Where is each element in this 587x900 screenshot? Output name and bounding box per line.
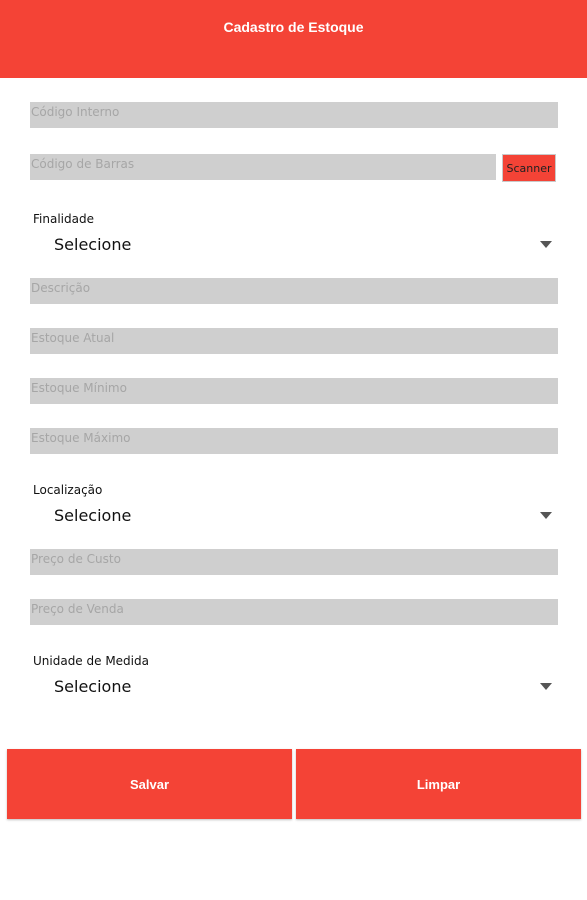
localizacao-value: Selecione bbox=[54, 505, 132, 525]
app-header bbox=[0, 0, 587, 78]
descricao-input[interactable] bbox=[30, 278, 558, 304]
localizacao-select[interactable] bbox=[54, 503, 554, 527]
preco-custo-input[interactable] bbox=[30, 549, 558, 575]
unidade-select[interactable] bbox=[54, 674, 554, 698]
estoque-atual-placeholder: Estoque Atual bbox=[31, 331, 115, 345]
caret-down-icon bbox=[540, 683, 552, 690]
codigo-interno-input[interactable] bbox=[30, 102, 558, 128]
scanner-button[interactable]: Scanner bbox=[502, 154, 556, 182]
codigo-barras-placeholder: Código de Barras bbox=[31, 157, 135, 171]
unidade-value: Selecione bbox=[54, 676, 132, 696]
caret-down-icon bbox=[540, 241, 552, 248]
localizacao-label: Localização bbox=[33, 483, 103, 497]
unidade-label: Unidade de Medida bbox=[33, 654, 149, 668]
estoque-maximo-placeholder: Estoque Máximo bbox=[31, 431, 131, 445]
finalidade-label: Finalidade bbox=[33, 212, 94, 226]
page-title: Cadastro de Estoque bbox=[223, 19, 364, 35]
finalidade-value: Selecione bbox=[54, 234, 132, 254]
caret-down-icon bbox=[540, 512, 552, 519]
estoque-minimo-input[interactable] bbox=[30, 378, 558, 404]
preco-custo-placeholder: Preço de Custo bbox=[31, 552, 121, 566]
estoque-atual-input[interactable] bbox=[30, 328, 558, 354]
estoque-minimo-placeholder: Estoque Mínimo bbox=[31, 381, 127, 395]
codigo-barras-input[interactable] bbox=[30, 154, 496, 180]
codigo-interno-placeholder: Código Interno bbox=[31, 105, 120, 119]
preco-venda-placeholder: Preço de Venda bbox=[31, 602, 124, 616]
clear-button[interactable]: Limpar bbox=[296, 749, 581, 819]
save-button[interactable]: Salvar bbox=[7, 749, 292, 819]
preco-venda-input[interactable] bbox=[30, 599, 558, 625]
finalidade-select[interactable] bbox=[54, 232, 554, 256]
descricao-placeholder: Descrição bbox=[31, 281, 91, 295]
estoque-maximo-input[interactable] bbox=[30, 428, 558, 454]
